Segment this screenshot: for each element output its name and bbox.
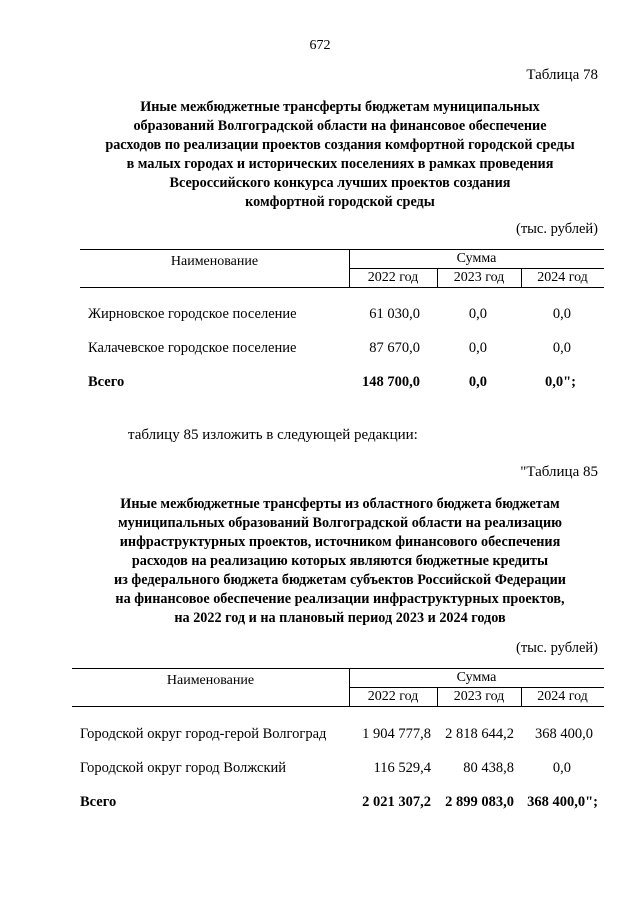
table78-header-year: 2024 год bbox=[537, 270, 588, 285]
table85-header-year: 2024 год bbox=[537, 689, 588, 704]
table78-header-name: Наименование bbox=[170, 254, 259, 269]
table78-total-2023: 0,0 bbox=[468, 374, 487, 390]
table85-total-label: Всего bbox=[80, 794, 117, 810]
table85-header-bottom-rule bbox=[72, 706, 604, 707]
title-line: из федерального бюджета бюджетам субъектов Российской Федерации bbox=[114, 572, 566, 588]
table78-cell-2023: 0,0 bbox=[468, 306, 487, 322]
table85-cell-2023: 80 438,8 bbox=[463, 760, 514, 776]
table78-row-name: Жирновское городское поселение bbox=[88, 306, 297, 322]
table85-cell-2022: 116 529,4 bbox=[373, 760, 431, 776]
title-line: в малых городах и исторических поселениях в рамках проведения bbox=[126, 156, 554, 172]
table85-top-rule bbox=[72, 668, 604, 669]
table78-total-label: Всего bbox=[88, 374, 125, 390]
title-line: муниципальных образований Волгоградской области на реализацию bbox=[118, 515, 562, 531]
table78-header-year: 2023 год bbox=[453, 270, 505, 285]
table78-row-name: Калачевское городское поселение bbox=[88, 340, 297, 356]
table78-total-2024: 0,0"; bbox=[544, 374, 576, 390]
table78-cell-2024: 0,0 bbox=[552, 306, 571, 322]
table85-title bbox=[70, 495, 610, 628]
table78-title bbox=[70, 98, 610, 212]
title-line: Всероссийского конкурса лучших проектов создания bbox=[169, 175, 511, 191]
table78-cell-2022: 61 030,0 bbox=[369, 306, 420, 322]
table78-header-sum: Сумма bbox=[456, 251, 497, 266]
instruction-paragraph: таблицу 85 изложить в следующей редакции: bbox=[128, 427, 418, 443]
table78-units: (тыс. рублей) bbox=[516, 221, 598, 237]
table85-total-2022: 2 021 307,2 bbox=[362, 794, 431, 810]
table78-label: Таблица 78 bbox=[526, 67, 598, 83]
table78-cell-2022: 87 670,0 bbox=[369, 340, 420, 356]
title-line: образований Волгоградской области на финансовое обеспечение bbox=[133, 118, 547, 134]
table78-header-year: 2022 год bbox=[367, 270, 419, 285]
table78-cell-2024: 0,0 bbox=[552, 340, 571, 356]
table85-row-name: Городской округ город Волжский bbox=[80, 760, 287, 776]
table85-header-year: 2022 год bbox=[367, 689, 419, 704]
title-line: расходов на реализацию которых являются бюджетные кредиты bbox=[131, 553, 549, 569]
table85-sum-rule bbox=[349, 687, 604, 688]
table78-sum-rule bbox=[349, 268, 604, 269]
table85-label: "Таблица 85 bbox=[520, 464, 598, 480]
title-line: Иные межбюджетные трансферты из областного бюджета бюджетам bbox=[120, 496, 560, 512]
title-line: инфраструктурных проектов, источником финансового обеспечения bbox=[119, 534, 561, 550]
table85-total-2023: 2 899 083,0 bbox=[445, 794, 514, 810]
page-number: 672 bbox=[309, 38, 331, 53]
table85-header-sum: Сумма bbox=[456, 670, 497, 685]
table85-header-name: Наименование bbox=[166, 673, 255, 688]
table85-total-2024: 368 400,0"; bbox=[527, 794, 598, 810]
title-line: расходов по реализации проектов создания комфортной городской среды bbox=[105, 137, 575, 153]
table85-header-year: 2023 год bbox=[453, 689, 505, 704]
table78-cell-2023: 0,0 bbox=[468, 340, 487, 356]
table85-row-name: Городской округ город-герой Волгоград bbox=[80, 726, 327, 742]
table78-header-bottom-rule bbox=[80, 287, 604, 288]
table85-cell-2023: 2 818 644,2 bbox=[445, 726, 514, 742]
table85-cell-2024: 0,0 bbox=[552, 760, 571, 776]
title-line: на финансовое обеспечение реализации инфраструктурных проектов, bbox=[115, 591, 565, 607]
table85-cell-2022: 1 904 777,8 bbox=[362, 726, 431, 742]
title-line: на 2022 год и на плановый период 2023 и 2024 годов bbox=[174, 610, 506, 626]
table78-top-rule bbox=[80, 249, 604, 250]
table85-cell-2024: 368 400,0 bbox=[535, 726, 593, 742]
title-line: комфортной городской среды bbox=[245, 194, 435, 210]
title-line: Иные межбюджетные трансферты бюджетам муниципальных bbox=[140, 99, 540, 115]
table78-total-2022: 148 700,0 bbox=[362, 374, 420, 390]
table85-units: (тыс. рублей) bbox=[516, 640, 598, 656]
